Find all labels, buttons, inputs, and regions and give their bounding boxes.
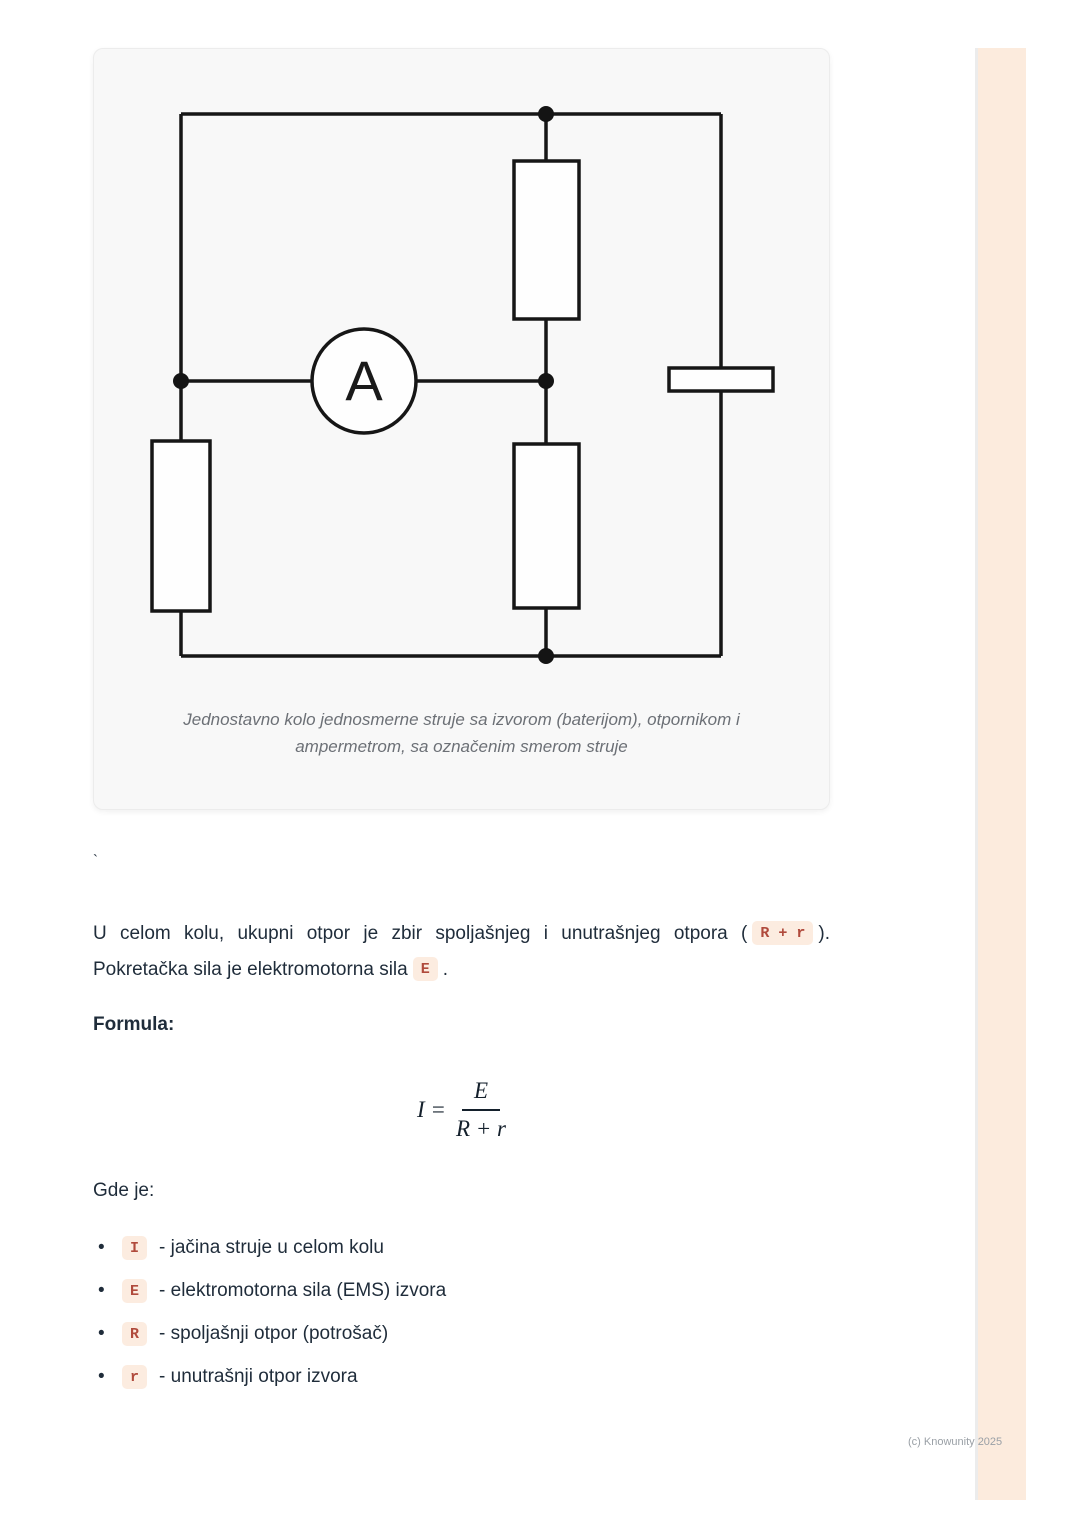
- formula-lhs: I =: [417, 1097, 446, 1122]
- legend-desc-e: - elektromotorna sila (EMS) izvora: [159, 1279, 447, 1301]
- legend-list: [98, 1234, 446, 1406]
- paragraph-text-2: ).: [818, 923, 830, 944]
- stray-backtick: `: [93, 852, 98, 869]
- bullet-icon: •: [98, 1365, 105, 1387]
- junction-dot-middle: [538, 373, 554, 389]
- formula-expression: [93, 1078, 830, 1142]
- junction-dot-bottom: [538, 648, 554, 664]
- code-chip-i: I: [122, 1236, 147, 1260]
- paragraph-text-3: Pokretačka sila je elektromotorna sila: [93, 959, 408, 980]
- figure-card: [93, 48, 830, 810]
- paragraph-line2: [93, 952, 830, 988]
- ammeter-label: A: [345, 349, 383, 412]
- resistor-left: [152, 441, 210, 611]
- figure-caption-line2: ampermetrom, sa označenim smerom struje: [295, 737, 628, 756]
- code-chip-r-plus-r: R + r: [752, 921, 813, 945]
- resistor-top: [514, 161, 579, 319]
- formula-numerator: E: [462, 1078, 500, 1111]
- formula-heading: Formula:: [93, 1014, 175, 1035]
- code-chip-r-big: R: [122, 1322, 147, 1346]
- legend-item-e: [98, 1277, 446, 1304]
- legend-item-i: [98, 1234, 446, 1261]
- legend-desc-r-big: - spoljašnji otpor (potrošač): [159, 1322, 389, 1344]
- battery: [669, 368, 773, 391]
- bullet-icon: •: [98, 1279, 105, 1301]
- code-chip-e: E: [413, 957, 438, 981]
- circuit-diagram: [94, 49, 829, 704]
- copyright-footer: (c) Knowunity 2025: [908, 1436, 1003, 1448]
- bullet-icon: •: [98, 1236, 105, 1258]
- code-chip-r-small: r: [122, 1365, 147, 1389]
- legend-item-r-small: [98, 1363, 446, 1390]
- junction-dot-left: [173, 373, 189, 389]
- legend-item-r-big: [98, 1320, 446, 1347]
- paragraph-text-4: .: [442, 959, 448, 980]
- code-chip-e: E: [122, 1279, 147, 1303]
- formula-fraction: [456, 1078, 506, 1142]
- junction-dot-top: [538, 106, 554, 122]
- paragraph-text-1: U celom kolu, ukupni otpor je zbir spoljašnjeg i unutrašnjeg otpora (: [93, 923, 748, 944]
- paragraph-line1: [93, 916, 830, 952]
- where-heading: Gde je:: [93, 1180, 155, 1201]
- paragraph: [93, 916, 830, 988]
- bullet-icon: •: [98, 1322, 105, 1344]
- figure-caption-line1: Jednostavno kolo jednosmerne struje sa izvorom (baterijom), otpornikom i: [183, 710, 740, 729]
- resistor-middle: [514, 444, 579, 608]
- legend-desc-r-small: - unutrašnji otpor izvora: [159, 1365, 358, 1387]
- formula-denominator: R + r: [455, 1116, 506, 1141]
- legend-desc-i: - jačina struje u celom kolu: [159, 1236, 384, 1258]
- figure-caption: [94, 706, 829, 760]
- right-margin-band: [975, 48, 1026, 1500]
